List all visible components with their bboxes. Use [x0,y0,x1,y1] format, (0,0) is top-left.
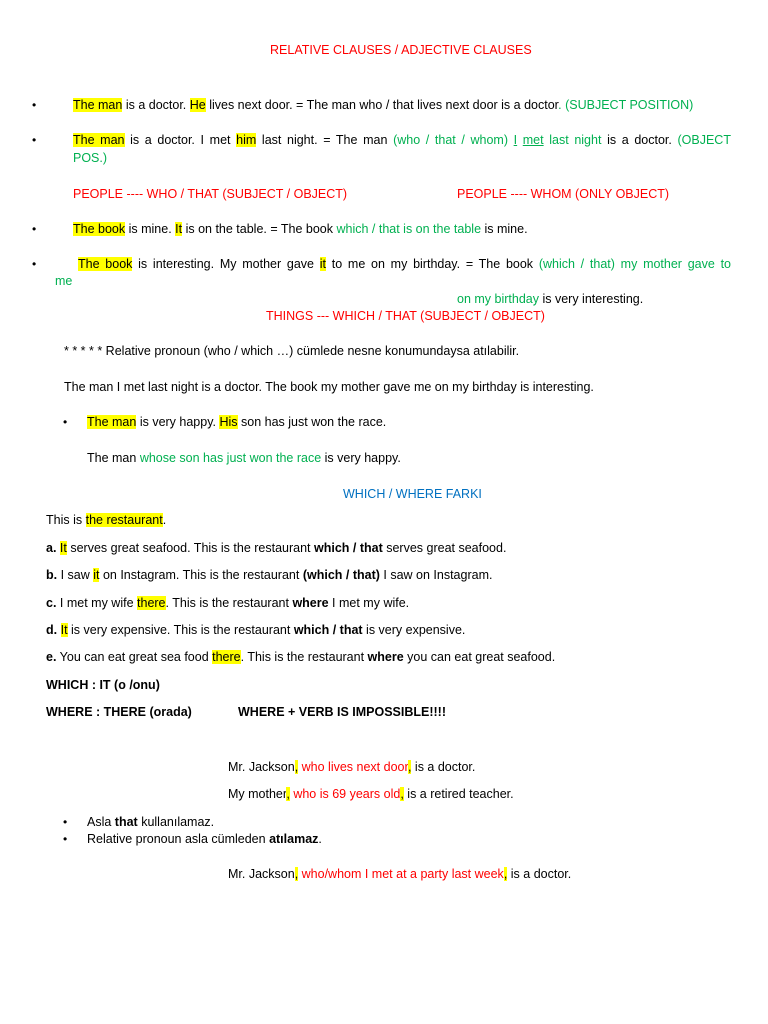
intro-sentence: This is the restaurant. [46,513,167,527]
example-a: a. It serves great seafood. This is the restaurant which / that serves great seafood. [46,541,507,555]
non-defining-3: Mr. Jackson, who/whom I met at a party last week, is a doctor. [228,867,572,881]
rule-people-who-that: PEOPLE ---- WHO / THAT (SUBJECT / OBJECT) [73,187,348,201]
example-c: c. I met my wife there. This is the restaurant where I met my wife. [46,596,410,610]
bullet-3: • [32,222,37,236]
note-omit: * * * * * Relative pronoun (who / which …) cümlede nesne konumundaysa atılabilir. [64,344,520,358]
sentence-4: The book is interesting. My mother gave it to me on my birthday. = The book (which / that) my mother gave to [78,257,731,271]
bullet-5: • [63,415,68,429]
rule-no-omit: Relative pronoun asla cümleden atılamaz. [87,832,322,846]
bullet-6: • [63,815,68,829]
rule-where-verb: WHERE + VERB IS IMPOSSIBLE!!!! [238,705,447,719]
bullet-1: • [32,98,37,112]
sentence-2: The man is a doctor. I met him last night. = The man (who / that / whom) I met last night is a doctor. (OBJECT [73,133,731,147]
page-title: RELATIVE CLAUSES / ADJECTIVE CLAUSES [270,43,532,57]
sentence-5-combined: The man whose son has just won the race is very happy. [87,451,401,465]
which-where-title: WHICH / WHERE FARKI [343,487,482,501]
rule-things: THINGS --- WHICH / THAT (SUBJECT / OBJECT) [266,309,545,323]
bullet-7: • [63,832,68,846]
non-defining-2: My mother, who is 69 years old, is a retired teacher. [228,787,514,801]
example-e: e. You can eat great sea food there. This is the restaurant where you can eat great seafood. [46,650,556,664]
example-b: b. I saw it on Instagram. This is the restaurant (which / that) I saw on Instagram. [46,568,493,582]
omit-examples: The man I met last night is a doctor. The book my mother gave me on my birthday is interesting. [64,380,594,394]
example-d: d. It is very expensive. This is the restaurant which / that is very expensive. [46,623,466,637]
rule-which-it: WHICH : IT (o /onu) [46,678,160,692]
sentence-1: The man is a doctor. He lives next door. = The man who / that lives next door is a doctor. (SUBJECT POSITION) [73,98,694,112]
rule-where-there: WHERE : THERE (orada) [46,705,192,719]
sentence-5: The man is very happy. His son has just won the race. [87,415,387,429]
bullet-4: • [32,257,37,271]
rule-people-whom: PEOPLE ---- WHOM (ONLY OBJECT) [457,187,670,201]
sentence-3: The book is mine. It is on the table. = The book which / that is on the table is mine. [73,222,528,236]
rule-no-that: Asla that kullanılamaz. [87,815,215,829]
non-defining-1: Mr. Jackson, who lives next door, is a doctor. [228,760,476,774]
sentence-4-end: on my birthday is very interesting. [457,292,644,306]
bullet-2: • [32,133,37,147]
sentence-2-cont: POS.) [73,151,108,165]
sentence-4-cont: me [55,274,73,288]
